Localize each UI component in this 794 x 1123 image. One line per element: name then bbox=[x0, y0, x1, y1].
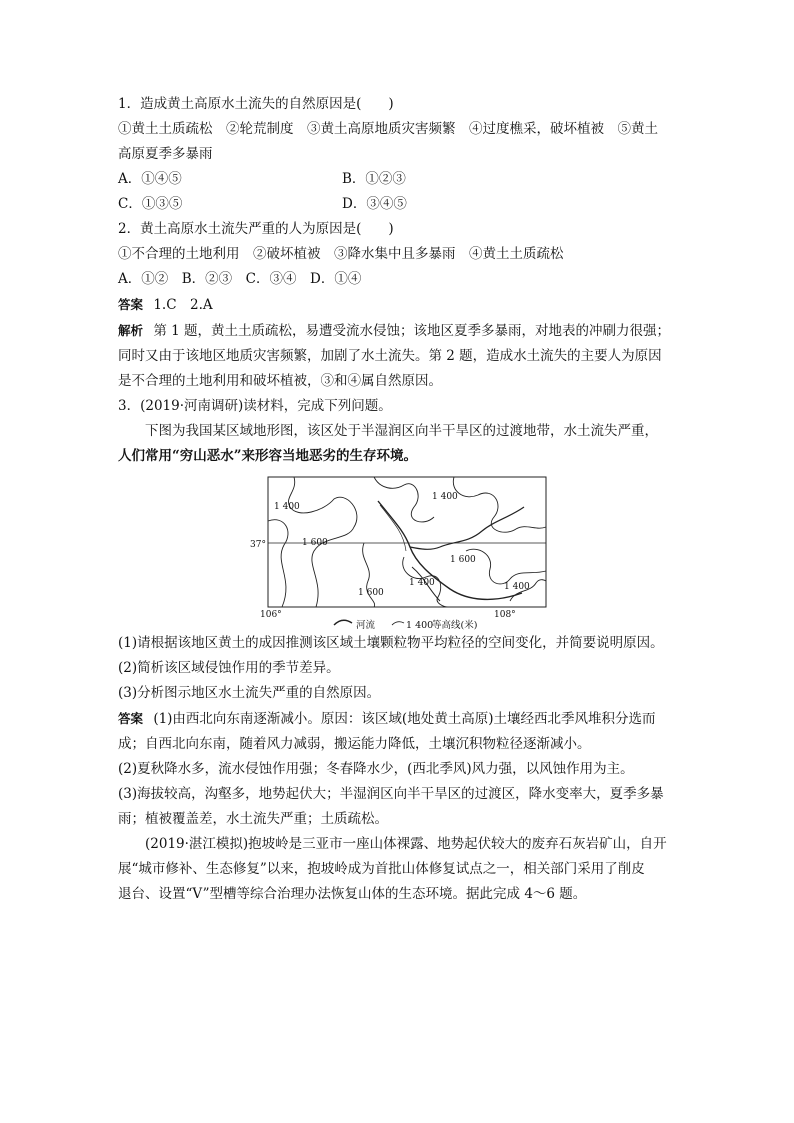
answer3-line4: (3)海拔较高，沟壑多，地势起伏大；半湿润区向半干旱区的过渡区，降水变率大，夏季多暴 bbox=[118, 786, 664, 802]
elevation-label: 1 400 bbox=[432, 492, 458, 502]
q1-options-row1 bbox=[118, 167, 678, 192]
q1-options-row2 bbox=[118, 192, 678, 217]
elevation-label: 1 400 bbox=[504, 582, 530, 592]
legend-river-label: 河流 bbox=[356, 620, 376, 631]
q2-stem: 2．黄土高原水土流失严重的人为原因是( ) bbox=[118, 221, 394, 237]
q1-items-line1: ①黄土土质疏松 ②轮荒制度 ③黄土高原地质灾害频繁 ④过度樵采，破坏植被 ⑤黄土 bbox=[118, 121, 658, 137]
answer-text: 1.C 2.A bbox=[153, 297, 213, 313]
q1-option-d: D．③④⑤ bbox=[342, 196, 407, 212]
q3-sub3: (3)分析图示地区水土流失严重的自然原因。 bbox=[118, 685, 381, 701]
latitude-label: 37° bbox=[250, 540, 266, 550]
q3-material-line1: 下图为我国某区域地形图，该区处于半湿润区向半干旱区的过渡地带，水土流失严重， bbox=[145, 423, 658, 439]
q1-items-line2: 高原夏季多暴雨 bbox=[118, 146, 213, 162]
q3-material-line2: 人们常用“穷山恶水”来形容当地恶劣的生存环境。 bbox=[118, 448, 418, 464]
analysis-label: 解析 bbox=[118, 323, 144, 338]
river bbox=[378, 501, 522, 599]
answer3-line2: 成；自西北向东南，随着风力减弱，搬运能力降低，土壤沉积物粒径逐渐减小。 bbox=[118, 736, 591, 752]
q4-intro-line2: 展“城市修补、生态修复”以来，抱坡岭成为首批山体修复试点之一，相关部门采用了削皮 bbox=[118, 861, 645, 877]
legend-river-icon bbox=[334, 620, 352, 625]
answer-label: 答案 bbox=[118, 297, 144, 312]
legend-contour-value: 1 400 bbox=[406, 620, 434, 631]
contour-line bbox=[466, 549, 546, 584]
answer-1-2 bbox=[118, 292, 678, 318]
document-body bbox=[118, 92, 678, 907]
answer3-text1: (1)由西北向东南逐渐减小。原因：该区域(地处黄土高原)土壤经西北季风堆积分选而 bbox=[153, 711, 656, 727]
q3-sub1: (1)请根据该地区黄土的成因推测该区域土壤颗粒物平均粒径的空间变化，并简要说明原因。 bbox=[118, 635, 664, 651]
elevation-label: 1 600 bbox=[358, 588, 384, 598]
q3-stem: 3．(2019·河南调研)读材料，完成下列问题。 bbox=[118, 398, 392, 414]
analysis-line2: 同时又由于该地区地质灾害频繁，加剧了水土流失。第 2 题，造成水土流失的主要人为原因 bbox=[118, 348, 662, 364]
answer3-line5: 雨；植被覆盖差，水土流失严重；土质疏松。 bbox=[118, 811, 388, 827]
q3-sub2: (2)简析该区域侵蚀作用的季节差异。 bbox=[118, 660, 340, 676]
q4-intro-line3: 退台、设置“V”型槽等综合治理办法恢复山体的生态环境。据此完成 4～6 题。 bbox=[118, 886, 587, 902]
q1-option-c: C．①③⑤ bbox=[118, 196, 183, 212]
q2-options: A．①② B．②③ C．③④ D．①④ bbox=[118, 271, 362, 287]
longitude-label-left: 106° bbox=[260, 610, 282, 620]
elevation-label: 1 600 bbox=[302, 538, 328, 548]
analysis-line3: 是不合理的土地利用和破坏植被，③和④属自然原因。 bbox=[118, 373, 442, 389]
q4-intro-line1: (2019·湛江模拟)抱坡岭是三亚市一座山体裸露、地势起伏较大的废弃石灰岩矿山，自开 bbox=[145, 836, 667, 852]
legend-contour-icon bbox=[392, 622, 404, 625]
q2-items: ①不合理的土地利用 ②破坏植被 ③降水集中且多暴雨 ④黄土土质疏松 bbox=[118, 246, 564, 262]
topographic-map bbox=[118, 471, 678, 631]
contour-line bbox=[453, 477, 546, 532]
q1-stem: 1．造成黄土高原水土流失的自然原因是( ) bbox=[118, 96, 394, 112]
river bbox=[380, 505, 406, 551]
legend-contour-label: 等高线(米) bbox=[432, 620, 478, 631]
analysis-line1 bbox=[118, 318, 678, 344]
elevation-label: 1 400 bbox=[409, 578, 435, 588]
q1-option-a: A．①④⑤ bbox=[118, 171, 182, 187]
map-figure bbox=[250, 471, 554, 631]
elevation-label: 1 400 bbox=[274, 502, 300, 512]
contour-line bbox=[374, 477, 434, 522]
analysis-text1: 第 1 题，黄土土质疏松，易遭受流水侵蚀；该地区夏季多暴雨，对地表的冲刷力很强； bbox=[153, 323, 670, 339]
answer3-line1 bbox=[118, 706, 678, 732]
q1-option-b: B．①②③ bbox=[342, 171, 406, 187]
answer3-line3: (2)夏秋降水多，流水侵蚀作用强；冬春降水少，(西北季风)风力强，以风蚀作用为主。 bbox=[118, 761, 634, 777]
answer3-label: 答案 bbox=[118, 711, 144, 726]
longitude-label-right: 108° bbox=[494, 610, 516, 620]
elevation-label: 1 600 bbox=[450, 555, 476, 565]
contour-line bbox=[268, 520, 288, 607]
